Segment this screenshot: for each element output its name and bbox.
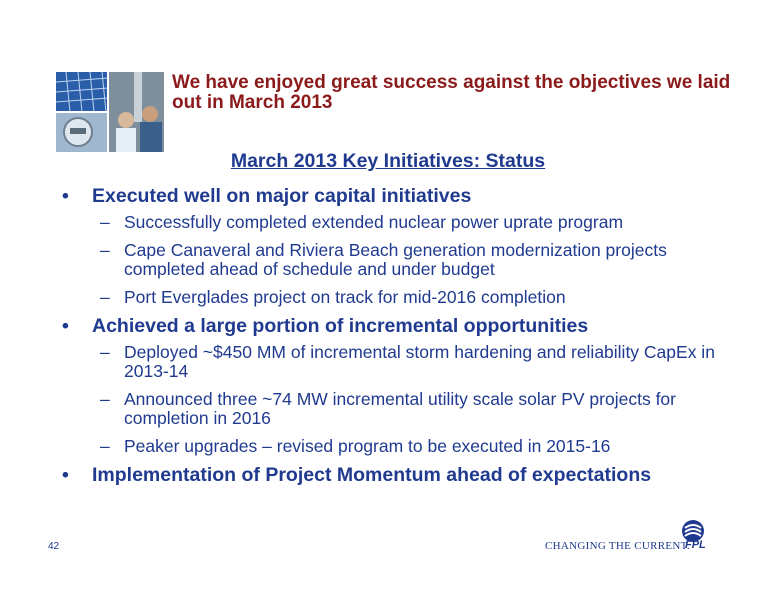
- bullet-dot-icon: •: [62, 315, 69, 337]
- section-subtitle-text: March 2013 Key Initiatives: Status: [230, 150, 546, 172]
- bullet-item: [58, 316, 738, 337]
- sub-bullet-item: [58, 288, 738, 307]
- sub-bullet-text: Peaker upgrades – revised program to be executed in 2015-16: [124, 436, 611, 456]
- header-photo-collage: [56, 72, 164, 152]
- dash-icon: –: [100, 436, 110, 456]
- sub-bullet-text: Deployed ~$450 MM of incremental storm hardening and reliability CapEx in 2013-14: [124, 342, 715, 381]
- sub-bullet-item: [58, 213, 738, 232]
- bullet-dot-icon: •: [62, 185, 69, 207]
- bullet-item: [58, 186, 738, 207]
- sub-bullet-text: Successfully completed extended nuclear power uprate program: [124, 212, 624, 232]
- bullet-item: [58, 465, 738, 486]
- tagline: CHANGING THE CURRENT.: [545, 540, 690, 552]
- sub-bullet-item: [58, 241, 738, 279]
- dash-icon: –: [100, 389, 110, 409]
- bullet-text: Implementation of Project Momentum ahead of expectations: [92, 464, 652, 486]
- section-subtitle: [0, 150, 776, 173]
- sub-bullet-item: [58, 437, 738, 456]
- dash-icon: –: [100, 342, 110, 362]
- bullet-dot-icon: •: [62, 464, 69, 486]
- sub-bullet-text: Announced three ~74 MW incremental utility scale solar PV projects for completion in 2016: [124, 389, 676, 428]
- dash-icon: –: [100, 287, 110, 307]
- page-number: 42: [48, 541, 60, 552]
- bullet-text: Executed well on major capital initiatives: [92, 185, 472, 207]
- logo-text: FPL: [685, 539, 706, 551]
- sub-bullet-item: [58, 343, 738, 381]
- slide-title: We have enjoyed great success against the objectives we laid out in March 2013: [172, 72, 731, 113]
- bullet-list: [58, 186, 738, 492]
- sub-bullet-text: Port Everglades project on track for mid-2016 completion: [124, 287, 566, 307]
- dash-icon: –: [100, 212, 110, 232]
- dash-icon: –: [100, 240, 110, 260]
- sub-bullet-item: [58, 390, 738, 428]
- sub-bullet-text: Cape Canaveral and Riviera Beach generation modernization projects completed ahead of schedule and under budget: [124, 240, 667, 279]
- bullet-text: Achieved a large portion of incremental opportunities: [92, 315, 589, 337]
